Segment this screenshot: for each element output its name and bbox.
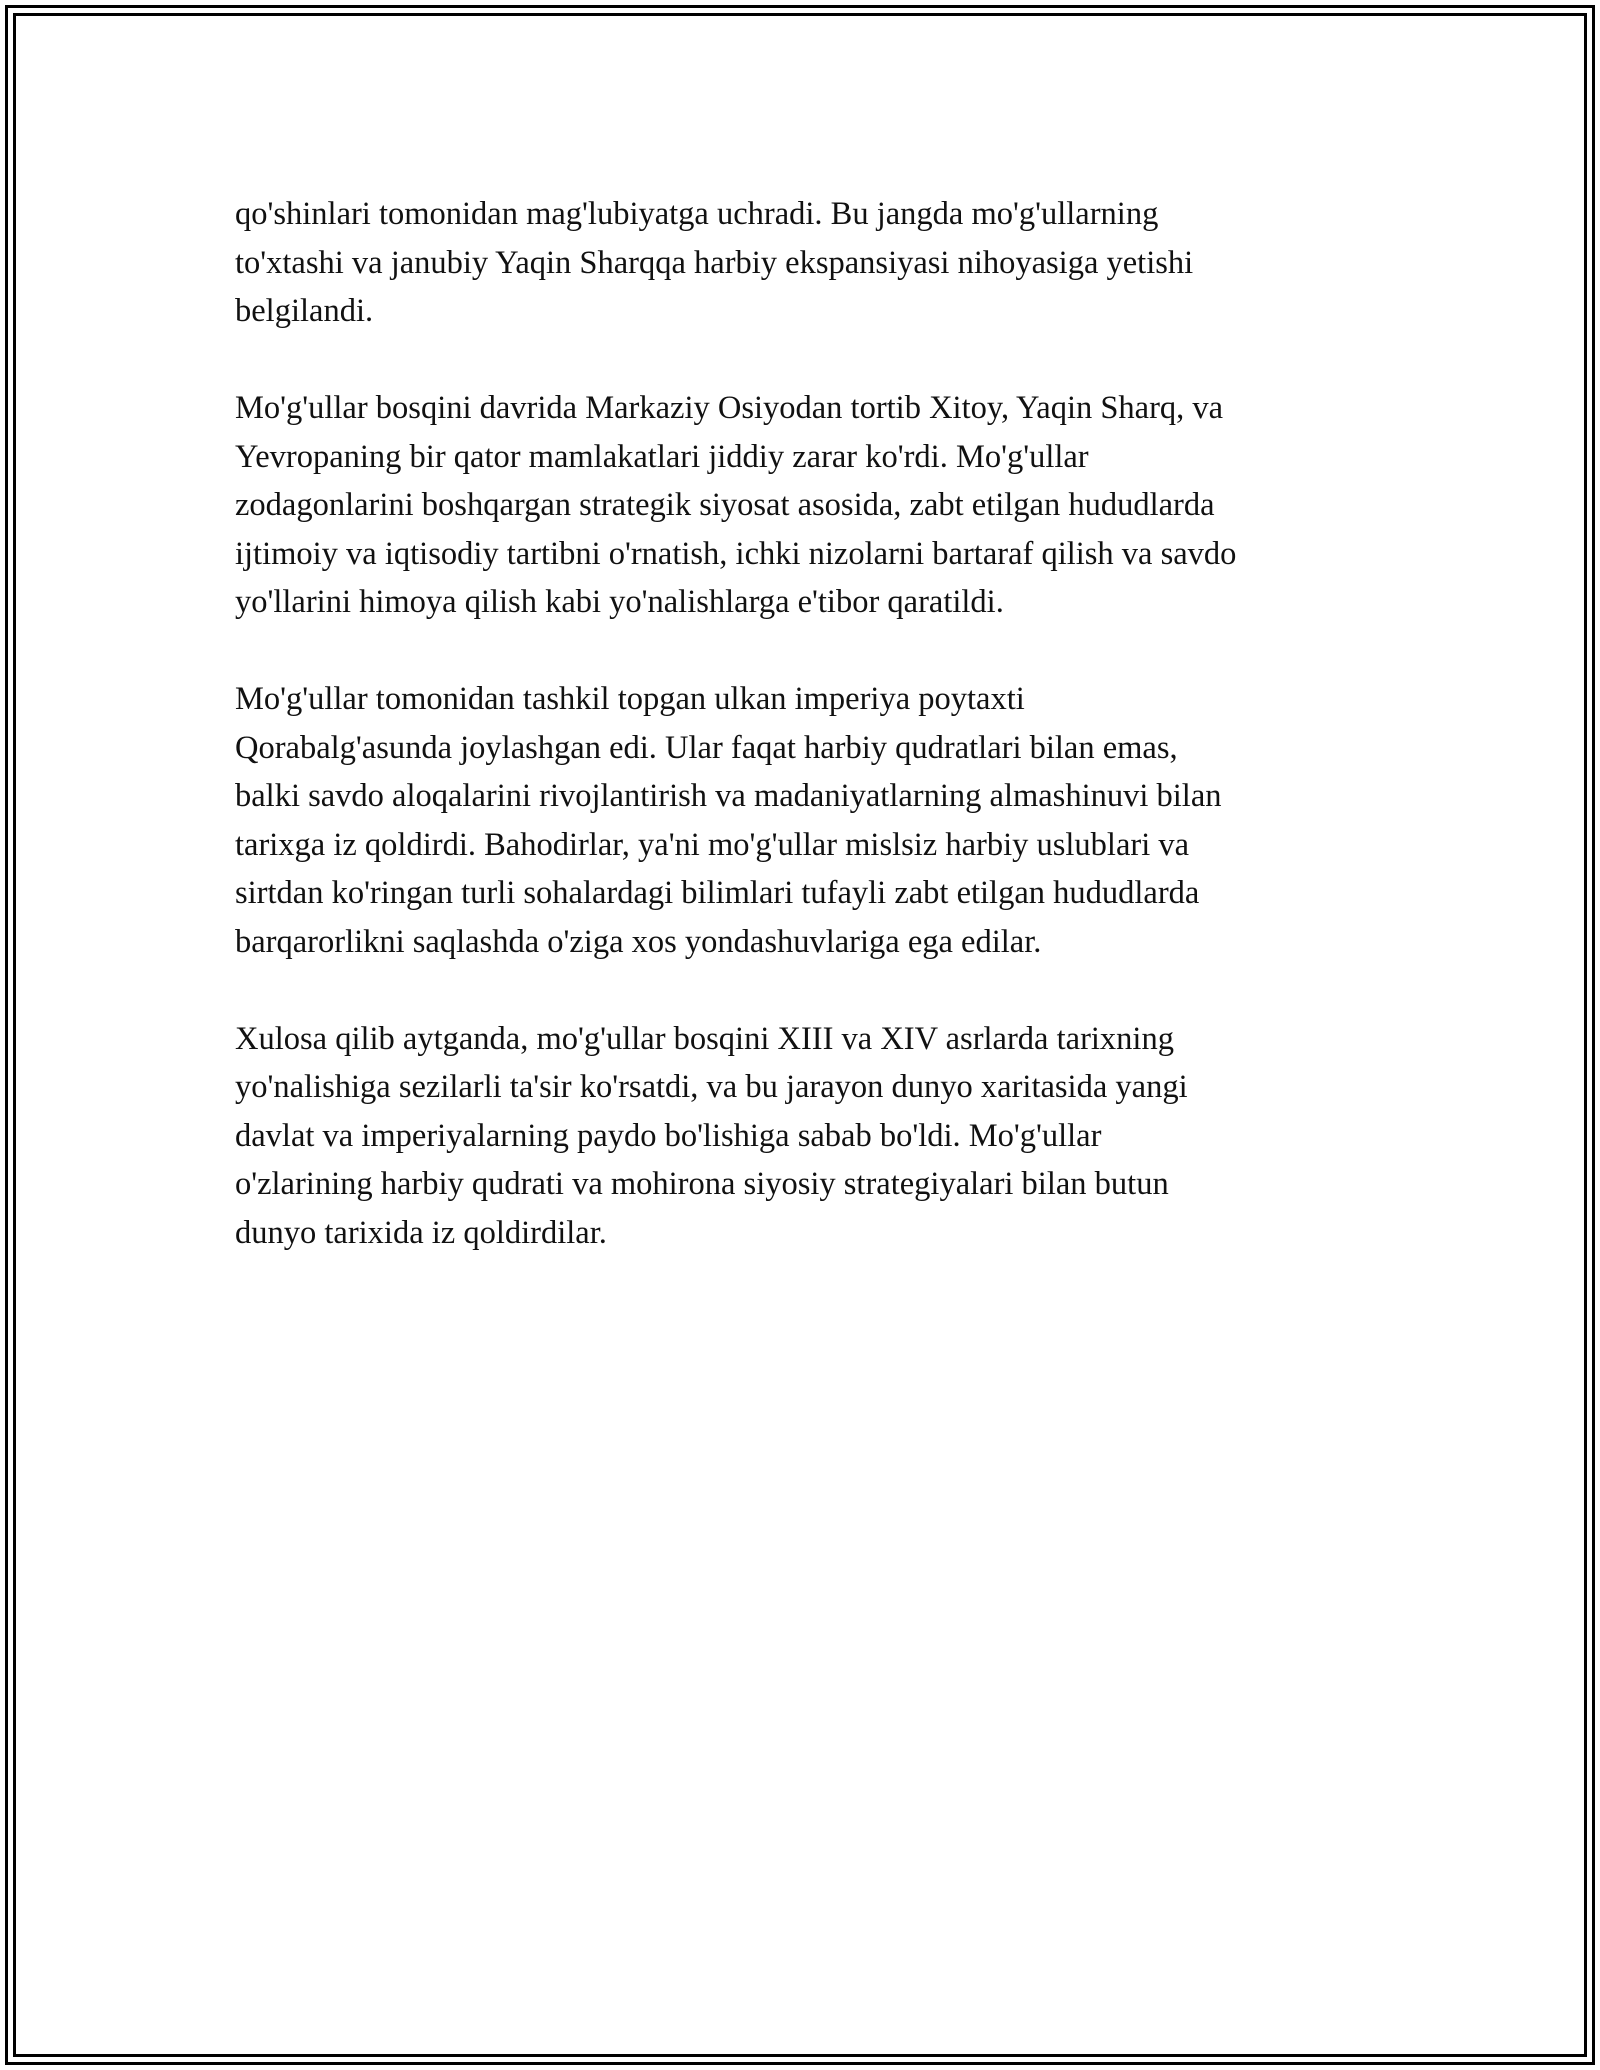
document-body (235, 190, 1375, 1306)
paragraph: Mo'g'ullar tomonidan tashkil topgan ulkan imperiya poytaxti Qorabalg'asunda joylashgan edi. Ular faqat harbiy qudratlari bilan emas, balki savdo aloqalarini rivojlantirish va madaniyatlarning almashinuvi bilan tarixga iz qoldirdi. Bahodirlar, ya'ni mo'g'ullar mislsiz harbiy uslublari va sirtdan ko'ringan turli sohalardagi bilimlari tufayli zabt etilgan hududlarda barqarorlikni saqlashda o'ziga xos yondashuvlariga ega edilar. (235, 681, 1222, 960)
paragraph: Xulosa qilib aytganda, mo'g'ullar bosqini XIII va XIV asrlarda tarixning yo'nalishiga sezilarli ta'sir ko'rsatdi, va bu jarayon dunyo xaritasida yangi davlat va imperiyalarning paydo bo'lishiga sabab bo'ldi. Mo'g'ullar o'zlarining harbiy qudrati va mohirona siyosiy strategiyalari bilan butun dunyo tarixida iz qoldirdilar. (235, 1020, 1188, 1251)
paragraph: qo'shinlari tomonidan mag'lubiyatga uchradi. Bu jangda mo'g'ullarning to'xtashi va janubiy Yaqin Sharqqa harbiy ekspansiyasi nihoyasiga yetishi belgilandi. (235, 196, 1194, 329)
paragraph: Mo'g'ullar bosqini davrida Markaziy Osiyodan tortib Xitoy, Yaqin Sharq, va Yevropaning bir qator mamlakatlari jiddiy zarar ko'rdi. Mo'g'ullar zodagonlarini boshqargan strategik siyosat asosida, zabt etilgan hududlarda ijtimoiy va iqtisodiy tartibni o'rnatish, ichki nizolarni bartaraf qilish va savdo yo'llarini himoya qilish kabi yo'nalishlarga e'tibor qaratildi. (235, 390, 1237, 620)
